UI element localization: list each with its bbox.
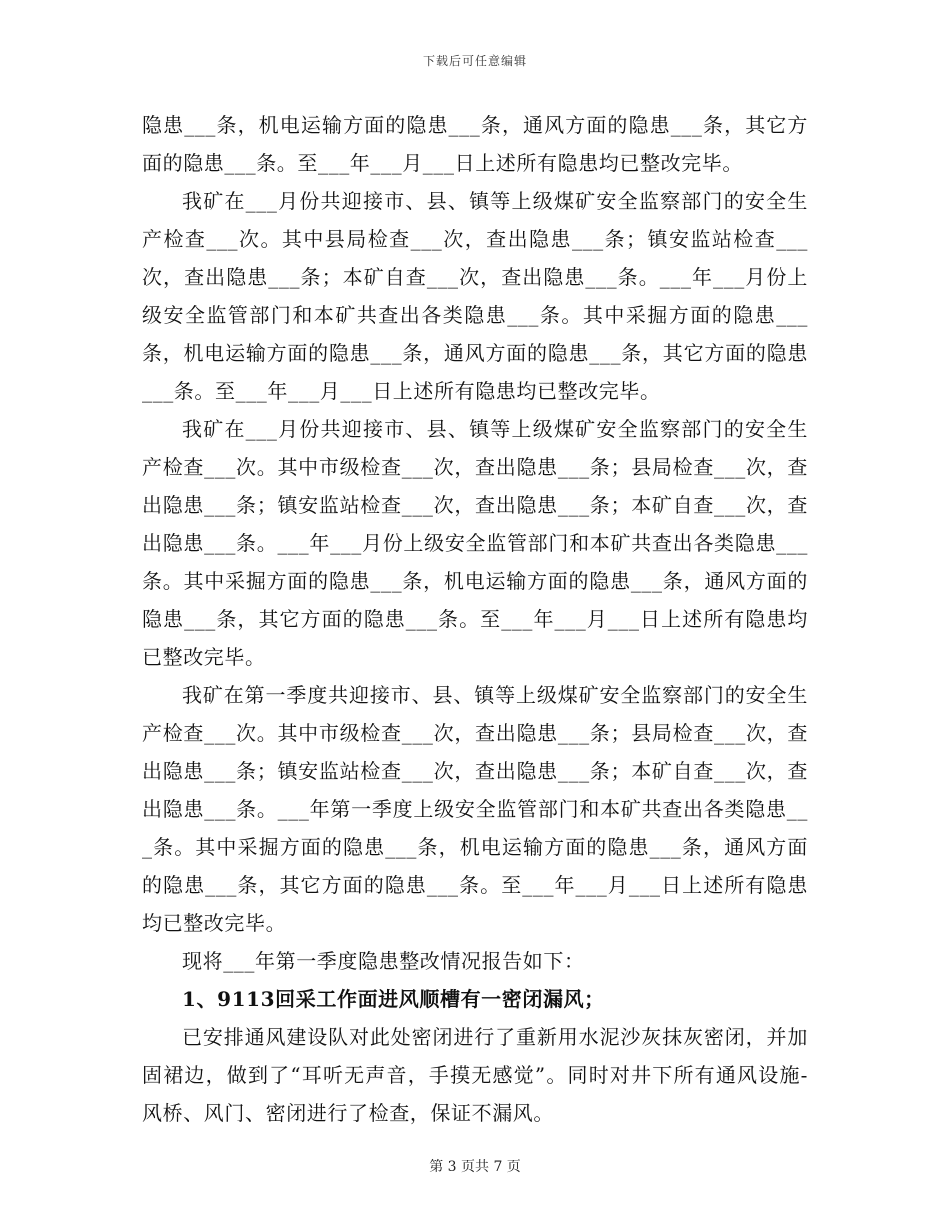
page-header: 下载后可任意编辑	[422, 54, 527, 68]
paragraph-4: 我矿在第一季度共迎接市、县、镇等上级煤矿安全监察部门的安全生产检查___次。其中市级检查___次，查出隐患___条；县局检查___次，查出隐患___条；镇安监站检查___次，查出隐患___条；本矿自查___次，查出隐患___条。___年第一季度上级安全监管部门和本矿共查出各类隐患___条。其中采掘方面的隐患___条，机电运输方面的隐患___条，通风方面的隐患___条，其它方面的隐患___条。至___年___月___日上述所有隐患均已整改完毕。	[142, 683, 808, 935]
paragraph-2: 我矿在___月份共迎接市、县、镇等上级煤矿安全监察部门的安全生产检查___次。其中县局检查___次，查出隐患___条；镇安监站检查___次，查出隐患___条；本矿自查___次，查出隐患___条。___年___月份上级安全监管部门和本矿共查出各类隐患___条。其中采掘方面的隐患___条，机电运输方面的隐患___条，通风方面的隐患___条，其它方面的隐患___条。至___年___月___日上述所有隐患均已整改完毕。	[142, 189, 808, 403]
page-footer: 第 3 页共 7 页	[429, 1159, 521, 1175]
paragraph-3: 我矿在___月份共迎接市、县、镇等上级煤矿安全监察部门的安全生产检查___次。其中市级检查___次，查出隐患___条；县局检查___次，查出隐患___条；镇安监站检查___次，查出隐患___条；本矿自查___次，查出隐患___条。___年___月份上级安全监管部门和本矿共查出各类隐患___条。其中采掘方面的隐患___条，机电运输方面的隐患___条，通风方面的隐患___条，其它方面的隐患___条。至___年___月___日上述所有隐患均已整改完毕。	[142, 417, 808, 669]
document-body	[142, 106, 808, 1132]
paragraph-5: 现将___年第一季度隐患整改情况报告如下：	[182, 949, 585, 973]
section-title: 1、9113回采工作面进风顺槽有一密闭漏风；	[182, 987, 605, 1011]
paragraph-1: 隐患___条，机电运输方面的隐患___条，通风方面的隐患___条，其它方面的隐患___条。至___年___月___日上述所有隐患均已整改完毕。	[142, 113, 808, 175]
paragraph-6: 已安排通风建设队对此处密闭进行了重新用水泥沙灰抹灰密闭，并加固裙边，做到了“耳听无声音，手摸无感觉”。同时对井下所有通风设施-风桥、风门、密闭进行了检查，保证不漏风。	[142, 1025, 808, 1125]
